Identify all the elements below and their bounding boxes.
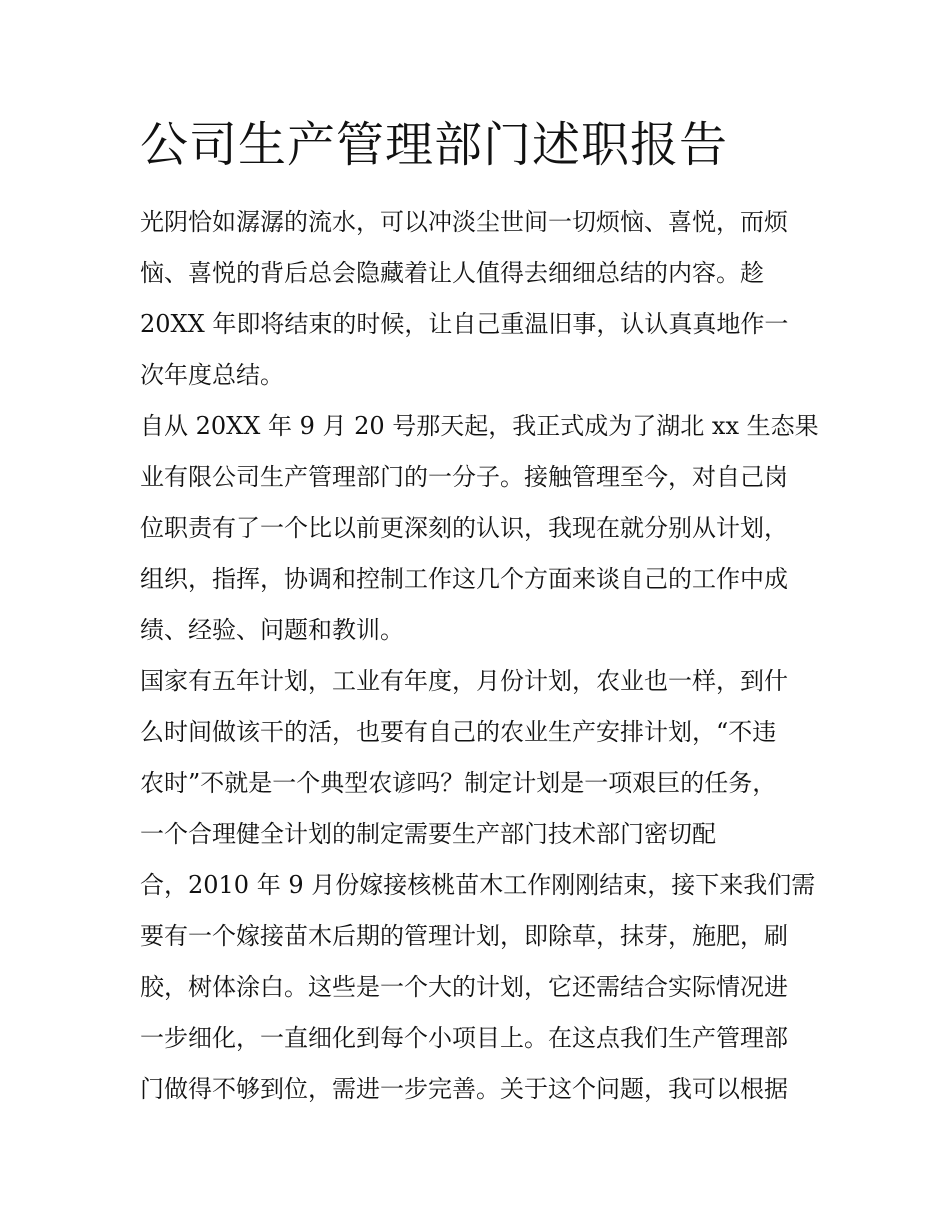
body-line: 胶，树体涂白。这些是一个大的计划，它还需结合实际情况进 xyxy=(140,973,788,1001)
body-line: 一个合理健全计划的制定需要生产部门技术部门密切配 xyxy=(140,820,716,848)
body-line: 么时间做该干的活，也要有自己的农业生产安排计划，“不违 xyxy=(140,718,777,746)
body-line: 组织，指挥，协调和控制工作这几个方面来谈自己的工作中成 xyxy=(140,565,788,593)
body-line: 位职责有了一个比以前更深刻的认识，我现在就分别从计划， xyxy=(140,514,788,542)
body-line: 农时”不就是一个典型农谚吗？制定计划是一项艰巨的任务， xyxy=(140,769,777,797)
body-line: 要有一个嫁接苗木后期的管理计划，即除草，抹芽，施肥，刷 xyxy=(140,922,788,950)
body-line: 一步细化，一直细化到每个小项目上。在这点我们生产管理部 xyxy=(140,1024,788,1052)
body-line: 门做得不够到位，需进一步完善。关于这个问题，我可以根据 xyxy=(140,1075,788,1103)
body-line: 恼、喜悦的背后总会隐藏着让人值得去细细总结的内容。趁 xyxy=(140,259,764,287)
document-body xyxy=(140,197,820,1115)
body-line: 国家有五年计划，工业有年度，月份计划，农业也一样，到什 xyxy=(140,667,788,695)
body-line: 自从 20XX 年 9 月 20 号那天起，我正式成为了湖北 xx 生态果 xyxy=(140,412,819,440)
body-line: 绩、经验、问题和教训。 xyxy=(140,616,404,644)
body-line: 次年度总结。 xyxy=(140,361,284,389)
body-line: 合，2010 年 9 月份嫁接核桃苗木工作刚刚结束，接下来我们需 xyxy=(140,871,816,899)
body-line: 20XX 年即将结束的时候，让自己重温旧事，认认真真地作一 xyxy=(140,310,789,338)
body-line: 光阴恰如潺潺的流水，可以冲淡尘世间一切烦恼、喜悦，而烦 xyxy=(140,208,788,236)
body-line: 业有限公司生产管理部门的一分子。接触管理至今，对自己岗 xyxy=(140,463,788,491)
document-title: 公司生产管理部门述职报告 xyxy=(140,117,729,173)
